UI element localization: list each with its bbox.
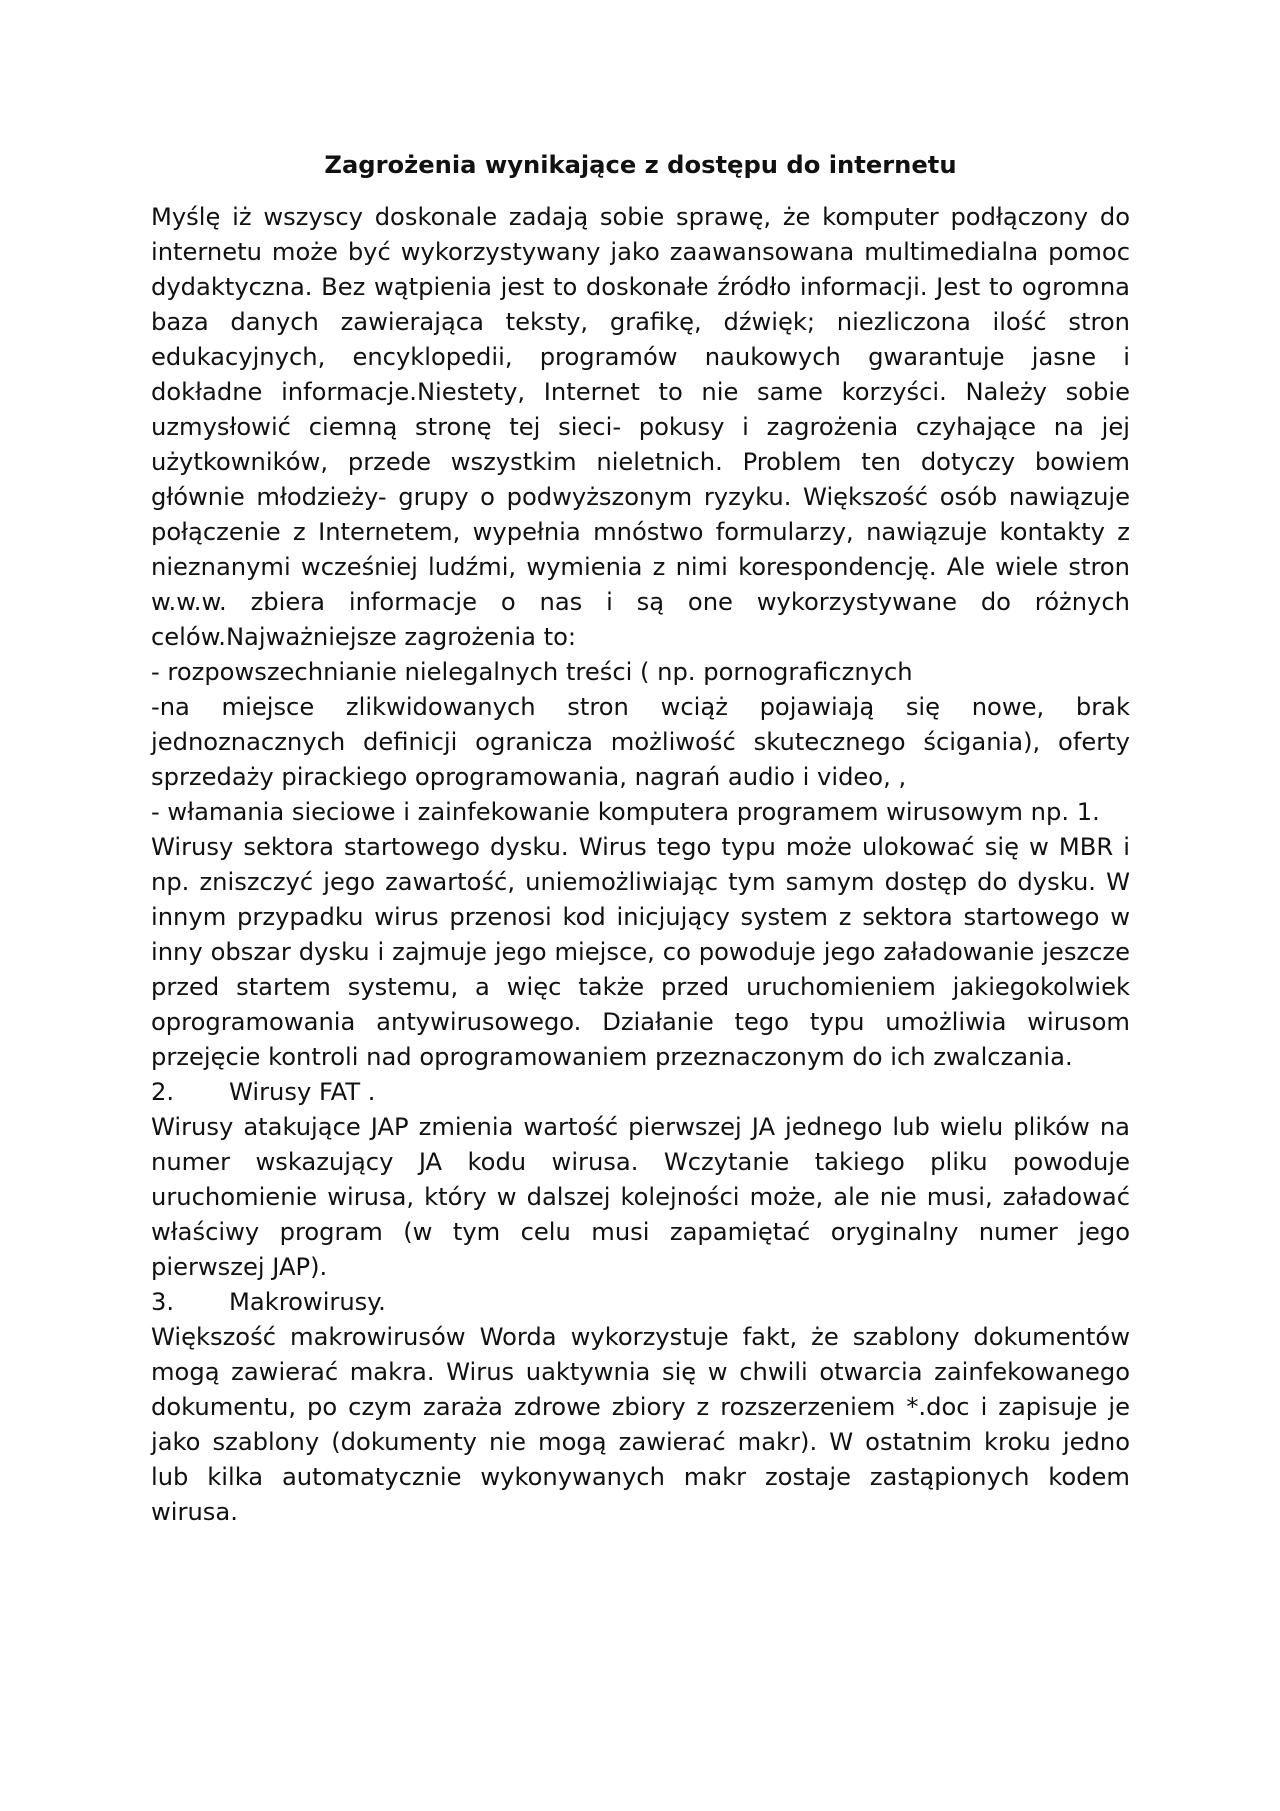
section-number: 3. [151,1288,175,1316]
bullet-illegal-content: - rozpowszechnianie nielegalnych treści ( np. pornograficznych [151,658,913,686]
bullet-network-intrusions: - włamania sieciowe i zainfekowanie komputera programem wirusowym np. 1. [151,798,1100,826]
document-body [151,148,1130,1530]
fat-viruses-paragraph: Wirusy atakujące JAP zmienia wartość pierwszej JA jednego lub wielu plików na numer wskazujący JA kodu wirusa. Wczytanie takiego pliku powoduje uruchomienie wirusa, który w dalszej kolejności może, ale nie musi, załadować właściwy program (w tym celu musi zapamiętać oryginalny numer jego pierwszej JAP). [151,1113,1130,1281]
section-heading-macro-viruses [151,1285,1130,1320]
bullet-illegal-content-continuation: -na miejsce zlikwidowanych stron wciąż pojawiają się nowe, brak jednoznacznych definicji ogranicza możliwość skutecznego ścigania), oferty sprzedaży pirackiego oprogramowania, nagrań audio i video, , [151,693,1130,791]
section-number: 2. [151,1078,175,1106]
document-title: Zagrożenia wynikające z dostępu do internetu [324,151,957,179]
section-heading-text: Makrowirusy. [229,1288,386,1316]
section-heading-text: Wirusy FAT . [229,1078,376,1106]
boot-sector-viruses-paragraph: Wirusy sektora startowego dysku. Wirus tego typu może ulokować się w MBR i np. zniszczyć jego zawartość, uniemożliwiając tym samym dostęp do dysku. W innym przypadku wirus przenosi kod inicjujący system z sektora startowego w inny obszar dysku i zajmuje jego miejsce, co powoduje jego załadowanie jeszcze przed startem systemu, a więc także przed uruchomieniem jakiegokolwiek oprogramowania antywirusowego. Działanie tego typu umożliwia wirusom przejęcie kontroli nad oprogramowaniem przeznaczonym do ich zwalczania. [151,833,1130,1071]
macro-viruses-paragraph: Większość makrowirusów Worda wykorzystuje fakt, że szablony dokumentów mogą zawierać makra. Wirus uaktywnia się w chwili otwarcia zainfekowanego dokumentu, po czym zaraża zdrowe zbiory z rozszerzeniem *.doc i zapisuje je jako szablony (dokumenty nie mogą zawierać makr). W ostatnim kroku jedno lub kilka automatycznie wykonywanych makr zostaje zastąpionych kodem wirusa. [151,1323,1130,1526]
section-heading-fat-viruses [151,1075,1130,1110]
intro-paragraph: Myślę iż wszyscy doskonale zadają sobie sprawę, że komputer podłączony do internetu może być wykorzystywany jako zaawansowana multimedialna pomoc dydaktyczna. Bez wątpienia jest to doskonałe źródło informacji. Jest to ogromna baza danych zawierająca teksty, grafikę, dźwięk; niezliczona ilość stron edukacyjnych, encyklopedii, programów naukowych gwarantuje jasne i dokładne informacje.Niestety, Internet to nie same korzyści. Należy sobie uzmysłowić ciemną stronę tej sieci- pokusy i zagrożenia czyhające na jej użytkowników, przede wszystkim nieletnich. Problem ten dotyczy bowiem głównie młodzieży- grupy o podwyższonym ryzyku. Większość osób nawiązuje połączenie z Internetem, wypełnia mnóstwo formularzy, nawiązuje kontakty z nieznanymi wcześniej ludźmi, wymienia z nimi korespondencję. Ale wiele stron w.w.w. zbiera informacje o nas i są one wykorzystywane do różnych celów.Najważniejsze zagrożenia to: [151,203,1130,651]
